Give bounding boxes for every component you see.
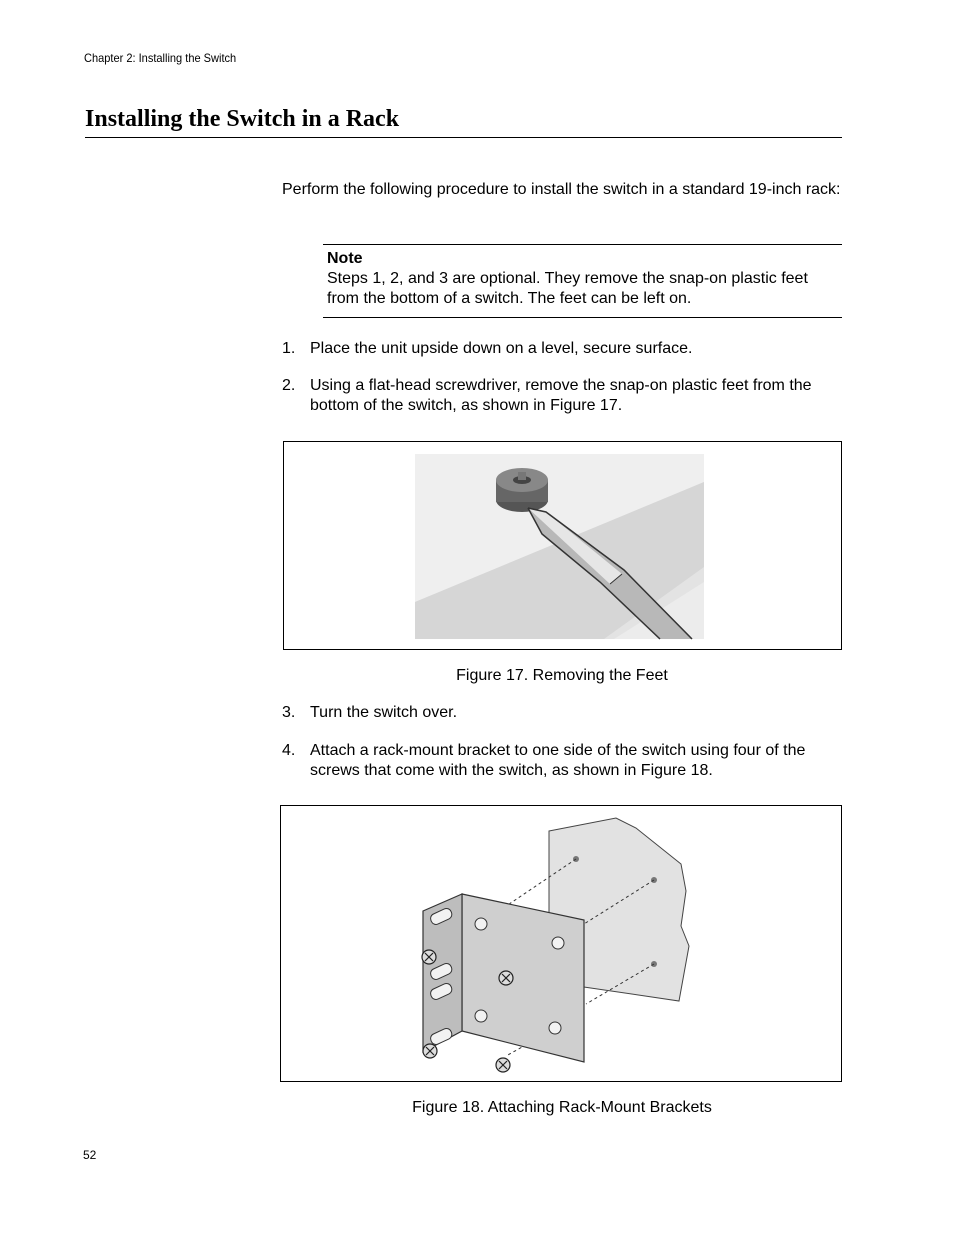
- figure-18-frame: [280, 805, 842, 1082]
- note-box: [323, 244, 842, 318]
- running-head: Chapter 2: Installing the Switch: [84, 51, 237, 65]
- step-text: Turn the switch over.: [310, 704, 458, 721]
- step-number: 1.: [282, 340, 296, 357]
- note-title: Note: [327, 250, 363, 267]
- page-number: 52: [83, 1148, 97, 1162]
- removing-feet-illustration: [284, 442, 841, 649]
- intro-paragraph: Perform the following procedure to install the switch in a standard 19-inch rack:: [282, 181, 841, 198]
- figure-17-frame: [283, 441, 842, 650]
- figure-18-caption: Figure 18. Attaching Rack-Mount Brackets: [412, 1099, 712, 1116]
- section-heading: Installing the Switch in a Rack: [85, 106, 842, 138]
- step-text: Attach a rack-mount bracket to one side of the switch using four of the screws that come with the switch, as shown in Figure 18.: [310, 742, 806, 779]
- step-number: 4.: [282, 742, 296, 759]
- step-number: 3.: [282, 704, 296, 721]
- rack-bracket-illustration: [281, 806, 841, 1081]
- note-text: Steps 1, 2, and 3 are optional. They remove the snap-on plastic feet from the bottom of a switch. The feet can be left on.: [327, 270, 808, 307]
- step-text: Place the unit upside down on a level, secure surface.: [310, 340, 693, 357]
- figure-17-caption: Figure 17. Removing the Feet: [456, 667, 668, 684]
- step-text: Using a flat-head screwdriver, remove the snap-on plastic feet from the bottom of the switch, as shown in Figure 17.: [310, 377, 812, 414]
- step-number: 2.: [282, 377, 296, 394]
